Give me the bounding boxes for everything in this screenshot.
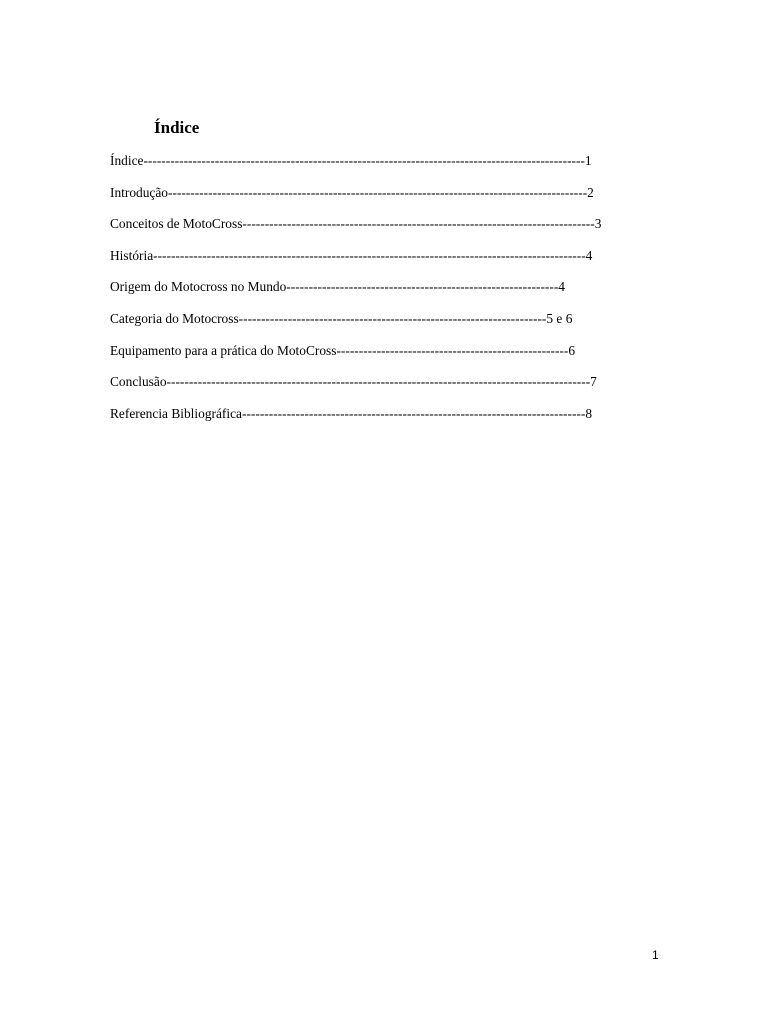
table-of-contents [110, 151, 601, 435]
toc-entry: História-------------------------------------------------------------------------------------------------4 [110, 247, 593, 263]
toc-heading: Índice [154, 118, 200, 137]
toc-entry: Introdução----------------------------------------------------------------------------------------------2 [110, 184, 594, 200]
toc-entry: Referencia Bibliográfica-----------------------------------------------------------------------------8 [110, 405, 593, 421]
toc-entry: Índice---------------------------------------------------------------------------------------------------1 [110, 153, 592, 168]
toc-entry: Conclusão-----------------------------------------------------------------------------------------------7 [110, 374, 597, 390]
toc-entry: Equipamento para a prática do MotoCross----------------------------------------------------6 [110, 342, 576, 358]
page-number: 1 [652, 948, 659, 962]
toc-entry: Origem do Motocross no Mundo-------------------------------------------------------------4 [110, 279, 566, 295]
toc-entry: Categoria do Motocross---------------------------------------------------------------------5 e 6 [110, 310, 573, 326]
toc-entry: Conceitos de MotoCross-------------------------------------------------------------------------------3 [110, 216, 602, 232]
